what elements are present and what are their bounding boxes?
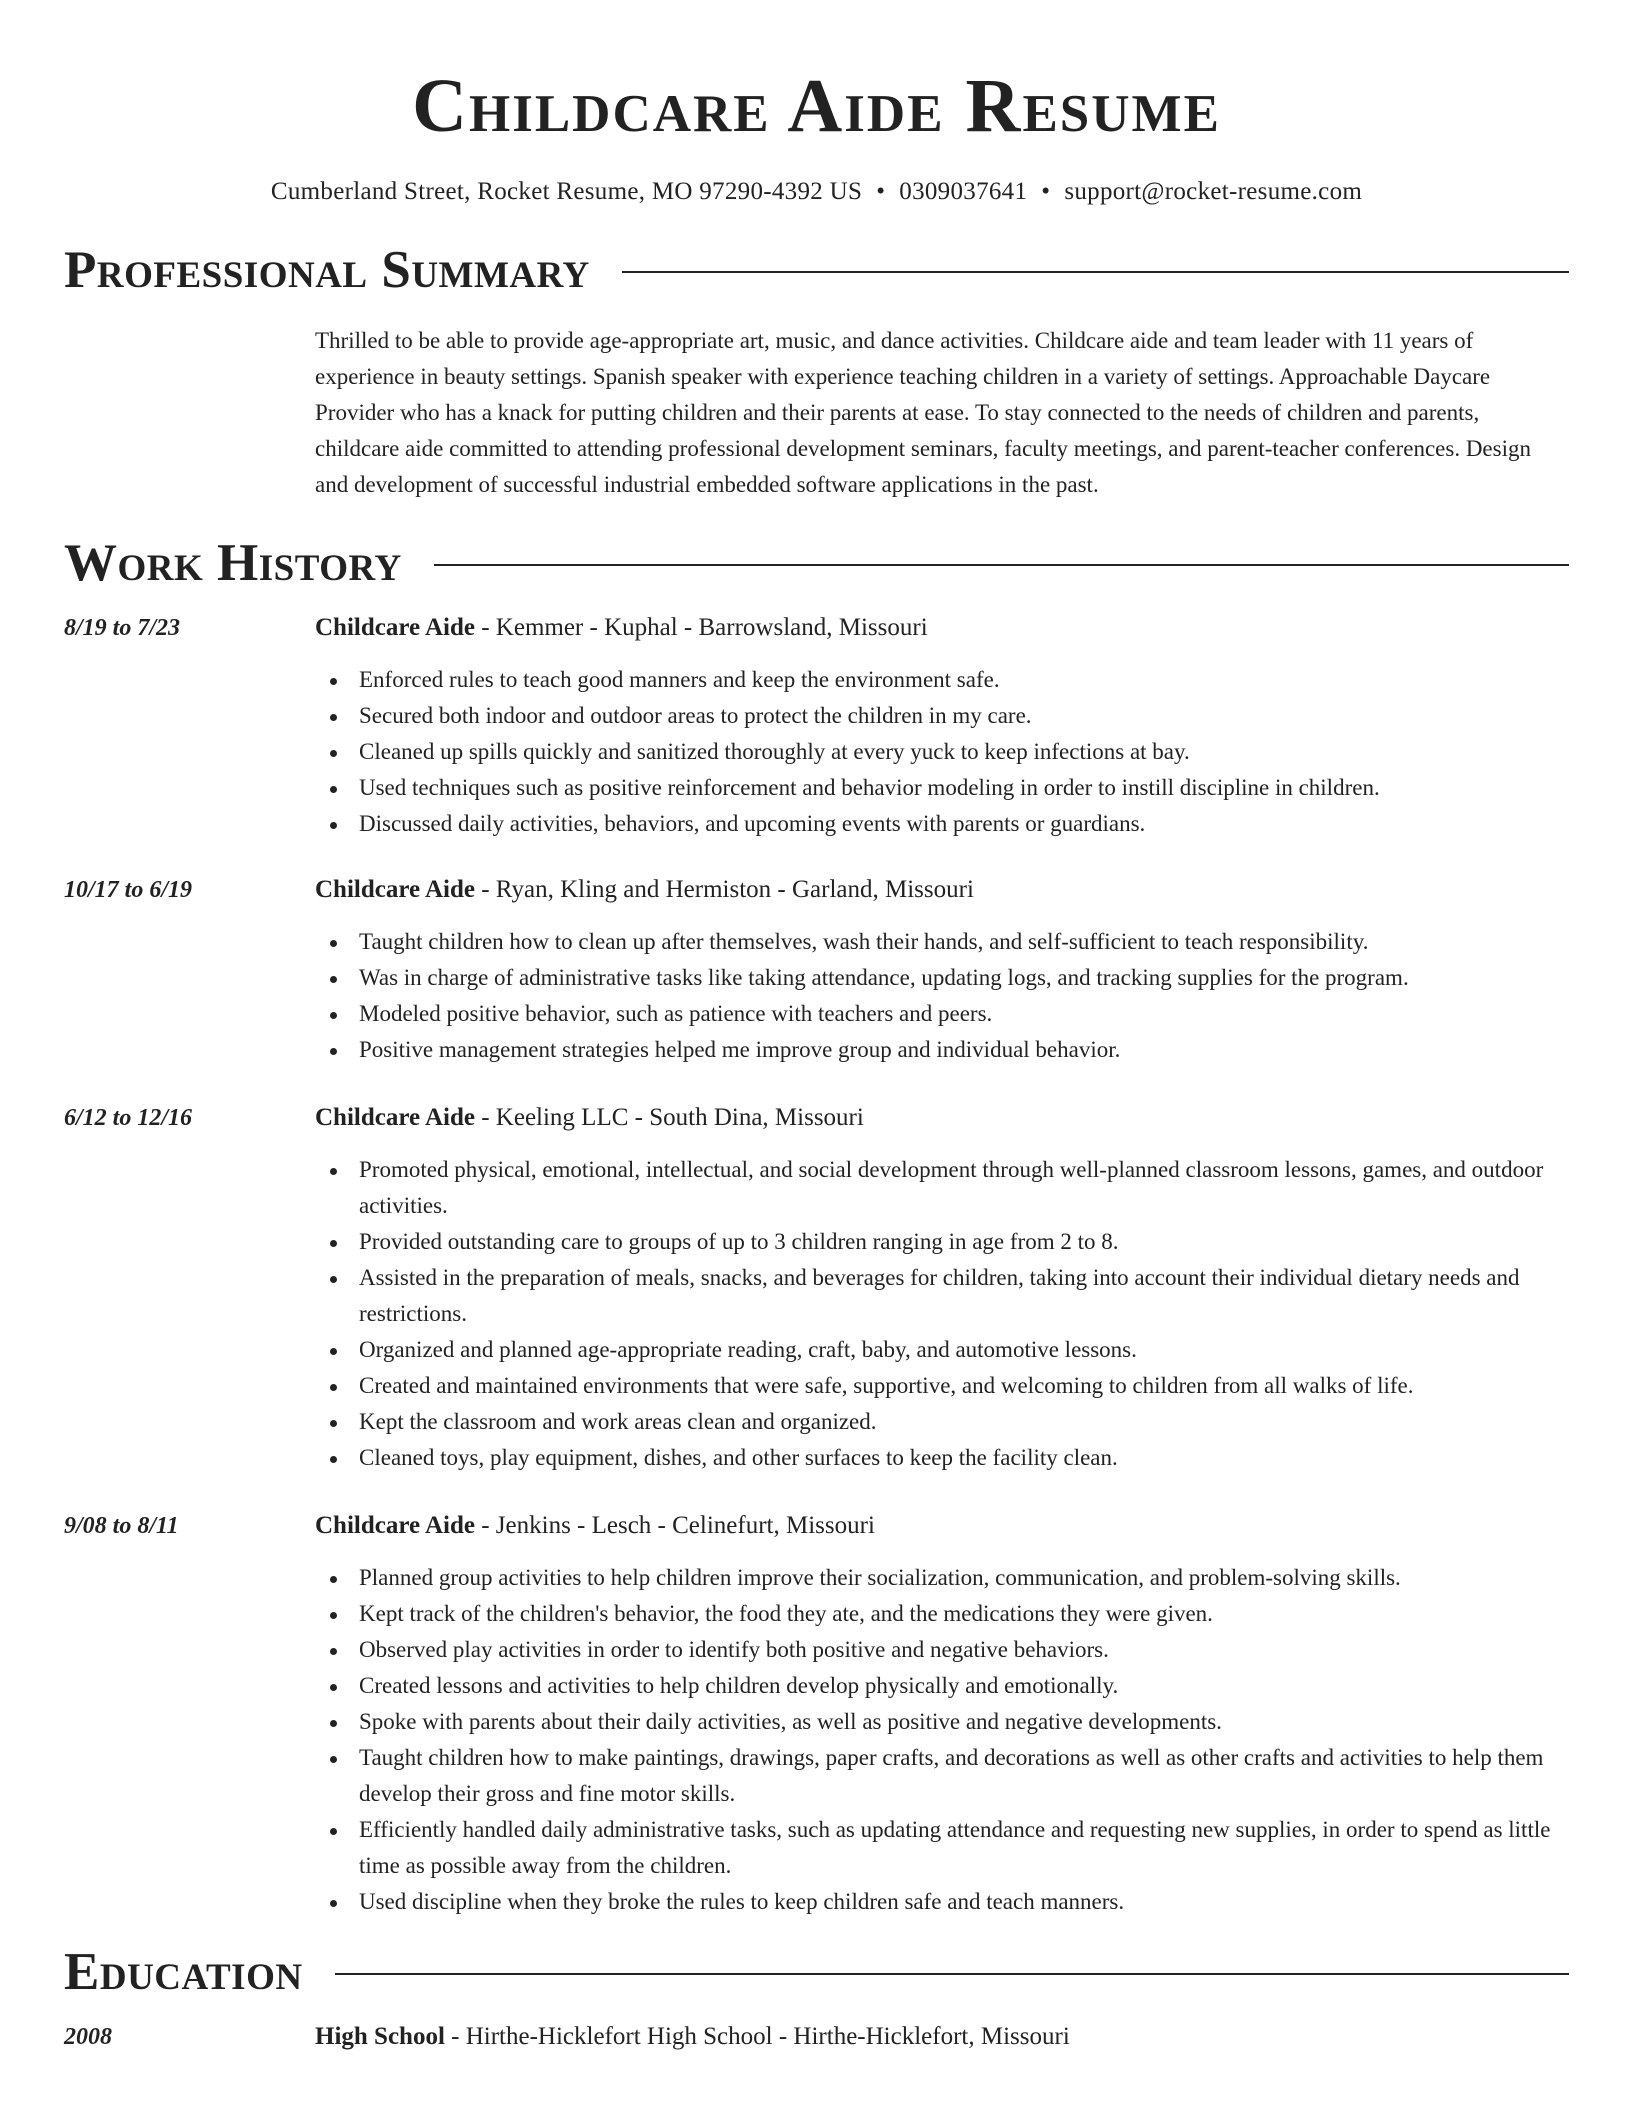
job-bullet: Used discipline when they broke the rules to keep children safe and teach manners.: [315, 1884, 1569, 1920]
job-bullet: Created lessons and activities to help children develop physically and emotionally.: [315, 1668, 1569, 1704]
job-dates: 8/19 to 7/23: [64, 615, 181, 641]
job-headline: [315, 872, 1569, 908]
job-headline: [315, 1100, 1569, 1136]
job-bullet: Promoted physical, emotional, intellectual, and social development through well-planned classroom lessons, games, and outdoor activities.: [315, 1152, 1569, 1224]
job-bullet: Cleaned up spills quickly and sanitized thoroughly at every yuck to keep infections at bay.: [315, 734, 1569, 770]
job-bullet: Positive management strategies helped me improve group and individual behavior.: [315, 1032, 1569, 1068]
job-details: - Ryan, Kling and Hermiston - Garland, Missouri: [474, 876, 974, 903]
education-entry: [64, 2019, 1569, 2055]
work-section-header: [64, 534, 1569, 592]
job-bullet: Observed play activities in order to identify both positive and negative behaviors.: [315, 1632, 1569, 1668]
job-dates: 9/08 to 8/11: [64, 1513, 179, 1539]
job-bullet: Enforced rules to teach good manners and keep the environment safe.: [315, 662, 1569, 698]
job-dates: 10/17 to 6/19: [64, 877, 193, 903]
section-divider: [335, 1973, 1569, 1975]
job-bullet: Assisted in the preparation of meals, snacks, and beverages for children, taking into account their individual dietary needs and restrictions.: [315, 1260, 1569, 1332]
education-dates: 2008: [64, 2024, 112, 2050]
education-details: - Hirthe-Hicklefort High School - Hirthe-Hicklefort, Missouri: [444, 2023, 1070, 2050]
summary-section-header: [64, 241, 1569, 299]
job-bullet: Provided outstanding care to groups of up to 3 children ranging in age from 2 to 8.: [315, 1224, 1569, 1260]
job-bullet: Planned group activities to help children improve their socialization, communication, and problem-solving skills.: [315, 1560, 1569, 1596]
job-bullet: Used techniques such as positive reinforcement and behavior modeling in order to instill discipline in children.: [315, 770, 1569, 806]
job-role: Childcare Aide: [315, 614, 475, 641]
work-section-title: Work History: [64, 534, 402, 592]
job-bullet: Organized and planned age-appropriate reading, craft, baby, and automotive lessons.: [315, 1332, 1569, 1368]
job-role: Childcare Aide: [315, 1104, 475, 1131]
summary-section-title: Professional Summary: [64, 241, 590, 299]
job-details: - Jenkins - Lesch - Celinefurt, Missouri: [474, 1512, 875, 1539]
job-bullet: Spoke with parents about their daily activities, as well as positive and negative developments.: [315, 1704, 1569, 1740]
education-section-header: [64, 1943, 1569, 2001]
education-headline: [315, 2019, 1569, 2055]
education-section-title: Education: [64, 1943, 303, 2001]
contact-separator: •: [1041, 178, 1051, 205]
section-divider: [622, 271, 1569, 273]
job-bullet: Taught children how to clean up after themselves, wash their hands, and self-sufficient to teach responsibility.: [315, 924, 1569, 960]
job-role: Childcare Aide: [315, 876, 475, 903]
job-bullet: Cleaned toys, play equipment, dishes, and other surfaces to keep the facility clean.: [315, 1440, 1569, 1476]
job-bullets: [315, 1560, 1569, 1920]
resume-title: Childcare Aide Resume: [412, 64, 1221, 148]
job-entry: [64, 1100, 1569, 1476]
job-entry: [64, 610, 1569, 842]
education-degree: High School: [315, 2023, 445, 2050]
section-divider: [434, 564, 1569, 566]
contact-separator: •: [876, 178, 886, 205]
job-headline: [315, 610, 1569, 646]
contact-address: Cumberland Street, Rocket Resume, MO 97290-4392 US: [270, 178, 863, 205]
job-bullet: Kept the classroom and work areas clean and organized.: [315, 1404, 1569, 1440]
job-bullet: Discussed daily activities, behaviors, and upcoming events with parents or guardians.: [315, 806, 1569, 842]
job-bullets: [315, 662, 1569, 842]
contact-email: support@rocket-resume.com: [1064, 178, 1363, 205]
job-bullet: Secured both indoor and outdoor areas to protect the children in my care.: [315, 698, 1569, 734]
job-entry: [64, 1508, 1569, 1920]
job-bullet: Kept track of the children's behavior, the food they ate, and the medications they were given.: [315, 1596, 1569, 1632]
job-bullet: Efficiently handled daily administrative tasks, such as updating attendance and requesting new supplies, in order to spend as little time as possible away from the children.: [315, 1812, 1569, 1884]
job-bullet: Modeled positive behavior, such as patience with teachers and peers.: [315, 996, 1569, 1032]
job-details: - Kemmer - Kuphal - Barrowsland, Missouri: [474, 614, 928, 641]
contact-phone: 0309037641: [899, 178, 1028, 205]
job-bullet: Taught children how to make paintings, drawings, paper crafts, and decorations as well as other crafts and activities to help them develop their gross and fine motor skills.: [315, 1740, 1569, 1812]
job-role: Childcare Aide: [315, 1512, 475, 1539]
job-bullets: [315, 924, 1569, 1068]
job-details: - Keeling LLC - South Dina, Missouri: [474, 1104, 864, 1131]
job-dates: 6/12 to 12/16: [64, 1105, 193, 1131]
job-bullets: [315, 1152, 1569, 1476]
job-entry: [64, 872, 1569, 1068]
resume-page: [64, 0, 1569, 2055]
job-headline: [315, 1508, 1569, 1544]
job-bullet: Was in charge of administrative tasks like taking attendance, updating logs, and tracking supplies for the program.: [315, 960, 1569, 996]
contact-line: [64, 178, 1569, 206]
summary-text: Thrilled to be able to provide age-appropriate art, music, and dance activities. Childcare aide and team leader with 11 years of experience in beauty settings. Spanish speaker with experience teaching children in a variety of settings. Approachable Daycare Provider who has a knack for putting children and their parents at ease. To stay connected to the needs of children and parents, childcare aide committed to attending professional development seminars, faculty meetings, and parent-teacher conferences. Design and development of successful industrial embedded software applications in the past.: [315, 328, 1531, 497]
job-bullet: Created and maintained environments that were safe, supportive, and welcoming to children from all walks of life.: [315, 1368, 1569, 1404]
